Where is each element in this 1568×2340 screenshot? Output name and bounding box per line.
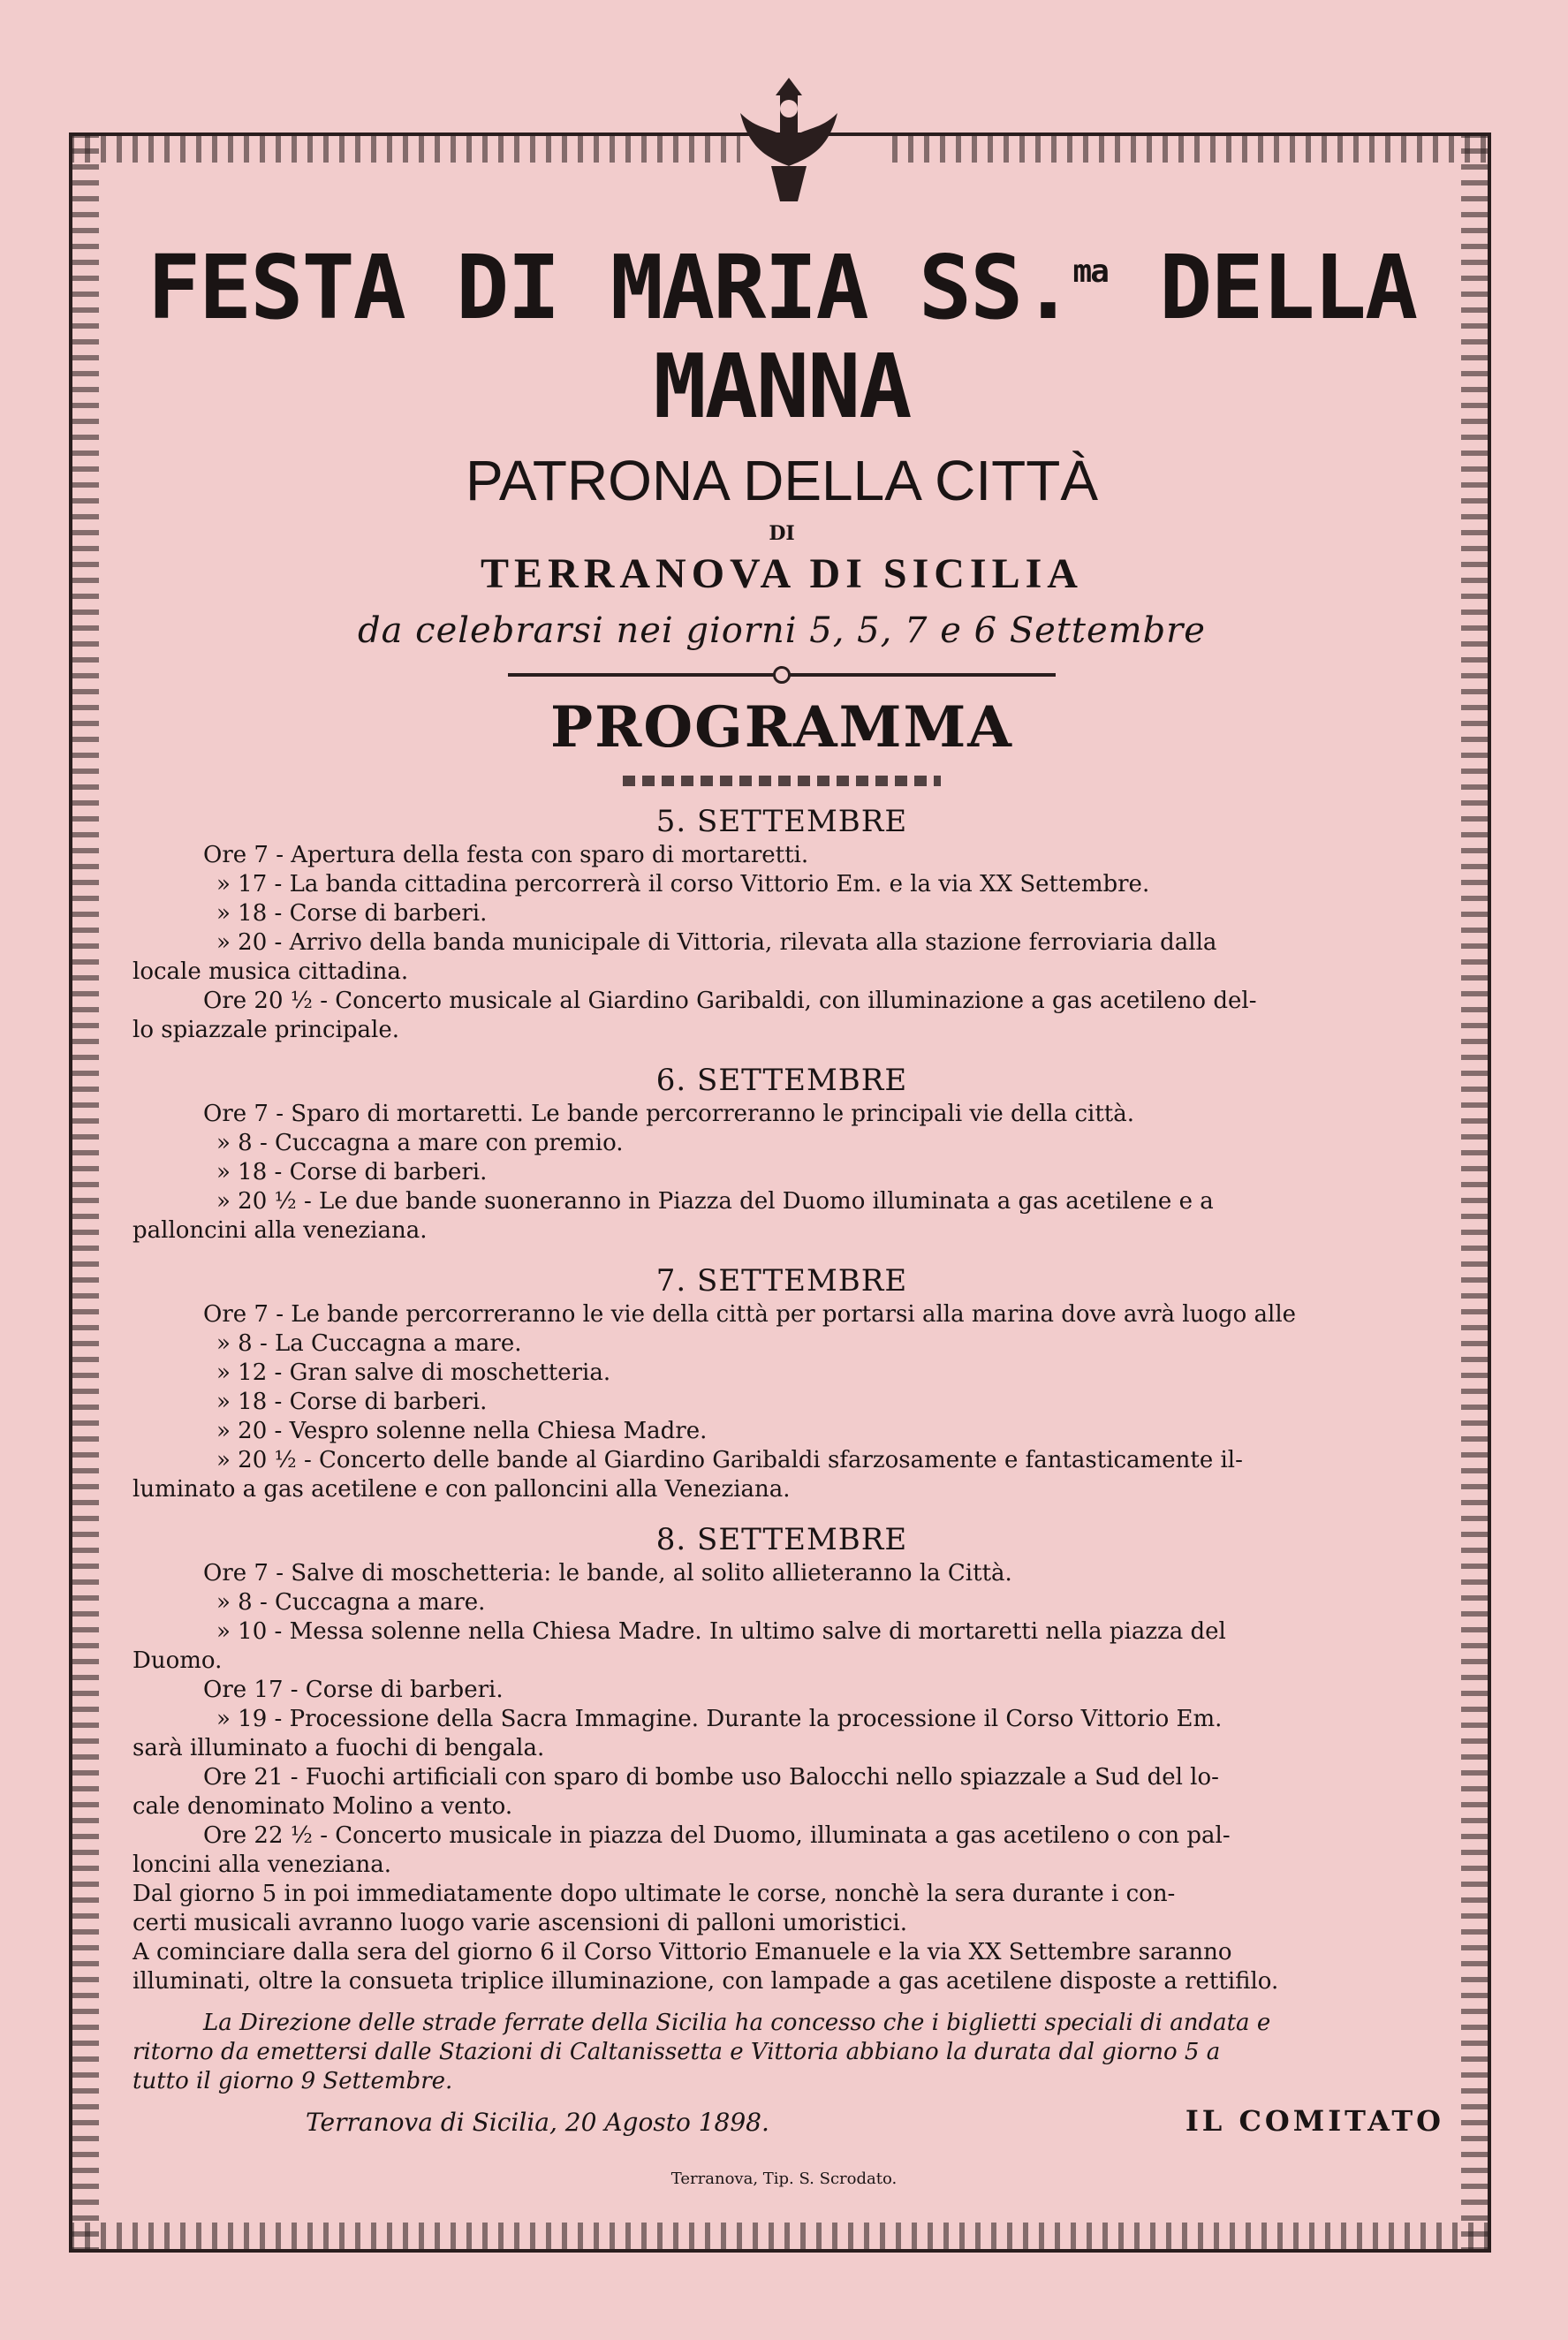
place-date: Terranova di Sicilia, 20 Agosto 1898. (306, 2108, 769, 2137)
program-line: Ore 7 - Le bande percorreranno le vie della città per portarsi alla marina dove avrà luogo alle (203, 1301, 1297, 1328)
poster-title: FESTA DI MARIA SS.$^{ma}$ DELLA MANNA (147, 236, 1417, 438)
note-line: La Direzione delle strade ferrate della Sicilia ha concesso che i biglietti speciali di andata e (203, 2010, 1271, 2036)
railway-note (133, 2009, 1431, 2096)
program-line: » 18 - Corse di barberi. (216, 1159, 488, 1185)
poster-di: DI (769, 522, 795, 545)
program-line: Ore 7 - Salve di moschetteria: le bande, al solito allieteranno la Città. (203, 1560, 1012, 1587)
program-line: Ore 7 - Sparo di mortaretti. Le bande percorreranno le principali vie della città. (203, 1101, 1135, 1127)
program-line: » 12 - Gran salve di moschetteria. (216, 1359, 611, 1386)
day-heading: 8. SETTEMBRE (655, 1522, 908, 1557)
program-line: illuminati, oltre la consueta triplice illuminazione, con lampade a gas acetilene disposte a rettifilo. (133, 1968, 1279, 1995)
program-line: Duomo. (133, 1647, 223, 1674)
program-line: Ore 7 - Apertura della festa con sparo di mortaretti. (203, 842, 809, 868)
note-line: tutto il giorno 9 Settembre. (133, 2068, 453, 2094)
program-days (133, 802, 1431, 1996)
poster-dates: da celebrarsi nei giorni 5, 5, 7 e 6 Settembre (358, 610, 1206, 651)
program-line: cale denominato Molino a vento. (133, 1793, 513, 1820)
day-heading: 6. SETTEMBRE (655, 1063, 908, 1098)
program-line: Ore 20 ½ - Concerto musicale al Giardino Garibaldi, con illuminazione a gas acetileno del- (203, 988, 1257, 1014)
program-line: sarà illuminato a fuochi di bengala. (133, 1735, 545, 1761)
program-line: » 10 - Messa solenne nella Chiesa Madre. In ultimo salve di mortaretti nella piazza del (216, 1618, 1226, 1645)
divider-ornament (623, 776, 941, 786)
poster-subtitle: PATRONA DELLA CITTÀ (465, 449, 1099, 512)
divider-rule (508, 673, 1056, 677)
program-line: Ore 17 - Corse di barberi. (203, 1677, 504, 1703)
program-line: » 19 - Processione della Sacra Immagine. Durante la processione il Corso Vittorio Em. (216, 1706, 1223, 1732)
program-line: certi musicali avranno luogo varie ascensioni di palloni umoristici. (133, 1910, 908, 1936)
poster-content (133, 221, 1431, 2140)
program-line: Ore 21 - Fuochi artificiali con sparo di bombe uso Balocchi nello spiazzale a Sud del lo- (203, 1764, 1219, 1791)
program-line: » 18 - Corse di barberi. (216, 1389, 488, 1415)
program-line: » 17 - La banda cittadina percorrerà il corso Vittorio Em. e la via XX Settembre. (216, 871, 1150, 897)
program-line: A cominciare dalla sera del giorno 6 il Corso Vittorio Emanuele e la via XX Settembre saranno (133, 1939, 1232, 1965)
program-line: » 8 - Cuccagna a mare con premio. (216, 1130, 624, 1156)
note-line: ritorno da emettersi dalle Stazioni di Caltanissetta e Vittoria abbiano la durata dal giorno 5 a (133, 2039, 1221, 2065)
program-line: » 20 - Vespro solenne nella Chiesa Madre. (216, 1418, 708, 1444)
program-line: » 8 - Cuccagna a mare. (216, 1589, 486, 1616)
eagle-emblem-icon (723, 69, 855, 210)
program-line: loncini alla veneziana. (133, 1852, 392, 1878)
poster-city: TERRANOVA DI SICILIA (481, 550, 1083, 597)
program-line: » 20 - Arrivo della banda municipale di Vittoria, rilevata alla stazione ferroviaria dalla (216, 929, 1217, 956)
programma-heading: PROGRAMMA (550, 694, 1013, 761)
program-line: luminato a gas acetilene e con palloncini alla Veneziana. (133, 1476, 791, 1503)
program-line: Dal giorno 5 in poi immediatamente dopo ultimate le corse, nonchè la sera durante i con- (133, 1881, 1176, 1907)
program-line: Ore 22 ½ - Concerto musicale in piazza del Duomo, illuminata a gas acetileno o con pal- (203, 1822, 1231, 1849)
program-line: lo spiazzale principale. (133, 1017, 400, 1043)
signature: IL COMITATO (1185, 2104, 1444, 2138)
program-line: » 8 - La Cuccagna a mare. (216, 1330, 522, 1357)
day-heading: 5. SETTEMBRE (655, 804, 908, 839)
program-line: palloncini alla veneziana. (133, 1217, 428, 1244)
program-line: locale musica cittadina. (133, 958, 409, 985)
program-line: » 18 - Corse di barberi. (216, 900, 488, 927)
program-line: » 20 ½ - Le due bande suoneranno in Piazza del Duomo illuminata a gas acetilene e a (216, 1188, 1214, 1215)
day-heading: 7. SETTEMBRE (655, 1263, 908, 1299)
program-line: » 20 ½ - Concerto delle bande al Giardino Garibaldi sfarzosamente e fantasticamente il- (216, 1447, 1243, 1473)
printer-credit: Terranova, Tip. S. Scrodato. (670, 2170, 898, 2188)
